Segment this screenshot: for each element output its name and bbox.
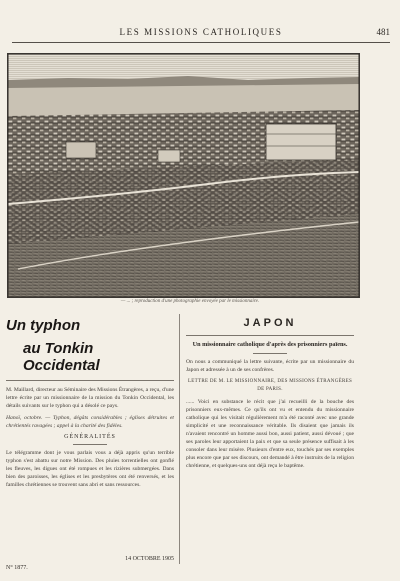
intro-paragraph: M. Maillard, directeur au Séminaire des Missions Étrangères, a reçu, d'une lettre écrite par un missionnaire de la mission du Tonkin Occidental, les détails suivants sur le typhon qui a désolé ce pays.	[6, 387, 174, 409]
country-rule	[186, 335, 354, 336]
letter-attribution: LETTRE DE M. LE MISSIONNAIRE, DES MISSIONS ÉTRANGÈRES DE PARIS.	[187, 379, 353, 392]
country-heading: JAPON	[243, 317, 297, 329]
headline-line-1: Un typhon	[6, 317, 81, 334]
issue-number: N° 1877.	[6, 565, 28, 571]
page-number: 481	[376, 27, 390, 37]
section-heading: GÉNÉRALITÉS	[64, 434, 116, 440]
figure-caption: — ... ; reproduction d'une photographie envoyée par le missionnaire.	[120, 299, 260, 304]
city-engraving	[7, 53, 360, 298]
subheading-rule	[253, 353, 287, 354]
article-subheading: Un missionnaire catholique d'après des prisonniers païens.	[192, 341, 348, 348]
page-footer	[6, 556, 174, 571]
right-column	[186, 317, 354, 474]
left-column	[6, 317, 174, 493]
headline-rule	[6, 380, 174, 381]
issue-date: 14 OCTOBRE 1905	[125, 556, 174, 562]
section-rule	[73, 444, 107, 445]
summary-paragraph: Hanoï, octobre. — Typhon, dégâts considérables ; églises détruites et chrétientés ravagées ; appel à la charité des fidèles.	[6, 415, 174, 429]
column-divider	[179, 314, 180, 564]
intro-note: On nous a communiqué la lettre suivante, écrite par un missionnaire du Japon et adressée à un de ses confrères.	[186, 359, 354, 373]
journal-title: LES MISSIONS CATHOLIQUES	[119, 27, 283, 37]
body-paragraph: Le télégramme dont je vous parlais vous a déjà appris qu'un terrible typhon s'est abattu sur notre Mission. Des pluies torrentielles ont gonflé les fleuves, les digues ont été rompues et les rizières submergées. Dans bien des paroisses, les églises et les presbytères ont été renversés, et les familles chrétiennes se trouvent sans abri et sans ressources.	[6, 450, 174, 488]
article-headline	[6, 317, 174, 374]
running-header	[12, 26, 390, 43]
city-engraving-art	[8, 54, 359, 297]
letter-body: ...... Voici en substance le récit que j'ai recueilli de la bouche des prisonniers eux-mêmes. Ce qu'ils ont vu et entendu du missionnaire catholique qui les visitait régulièrement m'a été raconté avec une grande simplicité et une reconnaissance véritable. Ils disaient que jamais ils n'avaient rencontré un homme aussi bon, aussi patient, aussi dévoué ; que ses paroles leur apportaient la paix et que sa seule présence suffisait à les consoler dans leur misère. Plusieurs d'entre eux, touchés par ses exemples plus encore que par ses discours, ont demandé à être instruits de la religion chrétienne, et quelques-uns ont déjà reçu le baptême.	[186, 399, 354, 469]
headline-line-2: au Tonkin Occidental	[23, 340, 100, 374]
